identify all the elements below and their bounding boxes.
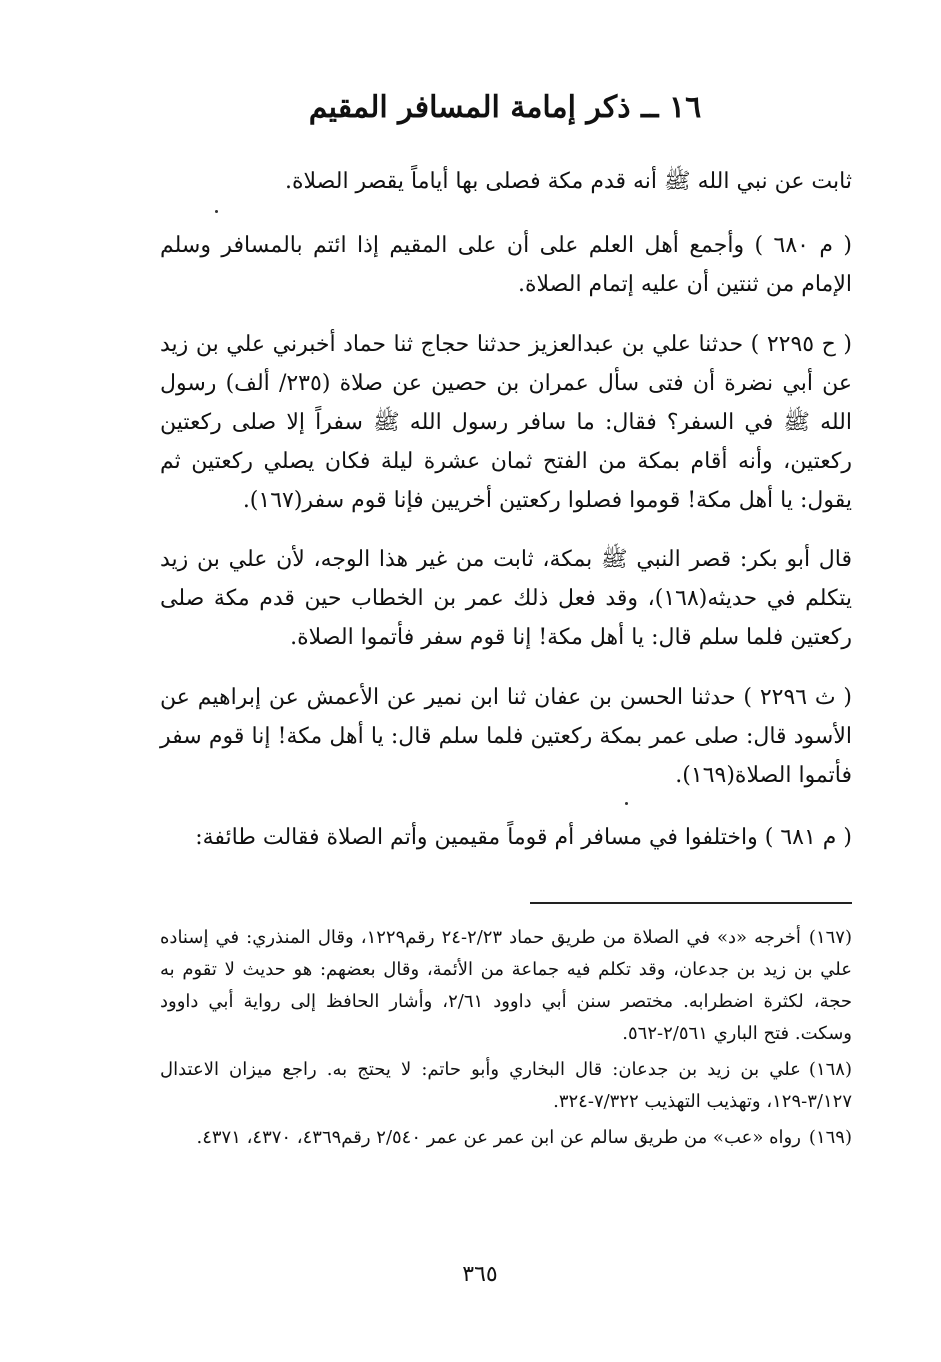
- footnote-168: [160, 1054, 852, 1118]
- footnote-text: أخرجه «د» في الصلاة من طريق حماد ٢/٢٣-٢٤ رقم١٢٢٩، وقال المنذري: في إسناده علي بن زيد بن جدعان، وقد تكلم فيه جماعة من الأئمة، وقال بعضهم: هو حديث لا تقوم به حجة، لكثرة اضطرابه. مختصر سنن أبي داوود ٢/٦١، وأشار الحافظ إلى رواية أبي داوود وسكت. فتح الباري ٢/٥٦١-٥٦٢.: [160, 927, 852, 1044]
- scan-speck: [625, 802, 628, 805]
- paragraph-1: [160, 162, 852, 201]
- footnote-number: (١٦٧): [808, 927, 852, 948]
- paragraph-3: [160, 325, 852, 520]
- paragraph-2: [160, 226, 852, 304]
- footnote-text: رواه «عب» من طريق سالم عن ابن عمر عن عمر ٢/٥٤٠ رقم٤٣٦٩، ٤٣٧٠، ٤٣٧١.: [196, 1127, 801, 1148]
- page-number: ٣٦٥: [462, 1262, 498, 1287]
- paragraph-text: ( م ٦٨١ ) واختلفوا في مسافر أم قوماً مقيمين وأتم الصلاة فقالت طائفة:: [195, 825, 852, 850]
- paragraph-5: [160, 678, 852, 795]
- scan-speck: [215, 210, 218, 213]
- paragraph-6: [160, 818, 852, 857]
- paragraph-text: ( م ٦٨٠ ) وأجمع أهل العلم على أن على المقيم إذا ائتم بالمسافر وسلم الإمام من ثنتين أن عليه إتمام الصلاة.: [160, 233, 853, 297]
- paragraph-text: ( ث ٢٢٩٦ ) حدثنا الحسن بن عفان ثنا ابن نمير عن الأعمش عن إبراهيم عن الأسود قال: صلى عمر بمكة ركعتين فلما سلم قال: يا أهل مكة! إنا قوم سفر فأتموا الصلاة(١٦٩).: [160, 685, 853, 788]
- footnote-divider: [530, 902, 852, 904]
- footnote-number: (١٦٨): [808, 1059, 852, 1080]
- footnote-167: [160, 922, 852, 1050]
- paragraph-text: ( ح ٢٢٩٥ ) حدثنا علي بن عبدالعزيز حدثنا حجاج ثنا حماد أخبرني علي بن زيد عن أبي نضرة أن فتى سأل عمران بن حصين عن صلاة (٢٣٥/ ألف) رسول الله ﷺ في السفر؟ فقال: ما سافر رسول الله ﷺ سفراً إلا صلى ركعتين ركعتين، وأنه أقام بمكة من الفتح ثمان عشرة ليلة فكان يصلي ركعتين ثم يقول: يا أهل مكة! قوموا فصلوا ركعتين أخريين فإنا قوم سفر(١٦٧).: [160, 332, 852, 513]
- footnote-text: علي بن زيد بن جدعان: قال البخاري وأبو حاتم: لا يحتج به. راجع ميزان الاعتدال ٣/١٢٧-١٢٩، وتهذيب التهذيب ٧/٣٢٢-٣٢٤.: [160, 1059, 852, 1112]
- paragraph-text: قال أبو بكر: قصر النبي ﷺ بمكة، ثابت من غير هذا الوجه، لأن علي بن زيد يتكلم في حديثه(١٦٨)، وقد فعل ذلك عمر بن الخطاب حين قدم مكة صلى ركعتين فلما سلم قال: يا أهل مكة! إنا قوم سفر فأتموا الصلاة.: [160, 547, 852, 650]
- chapter-heading: ١٦ ــ ذكر إمامة المسافر المقيم: [308, 90, 702, 125]
- paragraph-text: ثابت عن نبي الله ﷺ أنه قدم مكة فصلى بها أياماً يقصر الصلاة.: [285, 169, 852, 194]
- footnote-169: [160, 1122, 852, 1154]
- footnote-number: (١٦٩): [808, 1127, 852, 1148]
- paragraph-4: [160, 540, 852, 657]
- footnotes-section: [160, 922, 852, 1158]
